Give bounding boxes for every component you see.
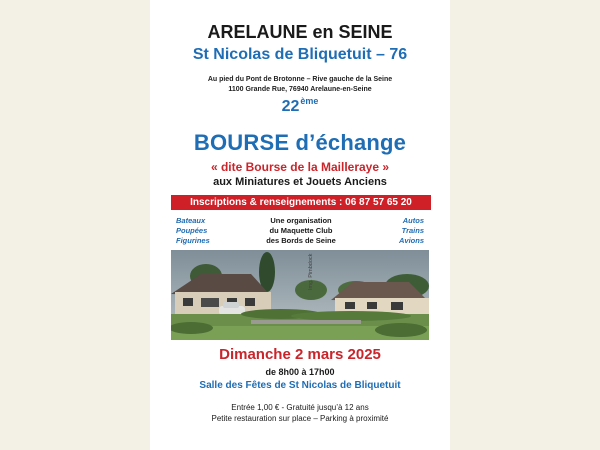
- category-item: Poupées: [176, 226, 208, 235]
- edition-suffix: ème: [300, 96, 319, 106]
- event-date: Dimanche 2 mars 2025: [219, 346, 381, 363]
- organizer-block: [245, 216, 357, 246]
- services-info: Petite restauration sur place – Parking à proximité: [211, 414, 389, 423]
- event-name: BOURSE d’échange: [193, 130, 407, 155]
- address-line-1: Au pied du Pont de Brotonne – Rive gauche de la Seine: [207, 76, 393, 83]
- entry-info: Entrée 1,00 € - Gratuité jusqu’à 12 ans: [231, 403, 369, 412]
- left-category-list: [176, 216, 210, 246]
- edition-number: [150, 96, 450, 116]
- right-category-list: [399, 216, 424, 246]
- event-venue: Salle des Fêtes de St Nicolas de Bliquetuit: [199, 380, 401, 391]
- category-item: Avions: [398, 236, 424, 245]
- edition-number-value: 22: [281, 98, 300, 115]
- category-item: Bateaux: [176, 216, 206, 225]
- event-theme: aux Miniatures et Jouets Anciens: [213, 176, 387, 188]
- event-poster: [150, 0, 450, 450]
- poster-title: ARELAUNE en SEINE: [207, 22, 393, 42]
- category-item: Autos: [402, 216, 424, 225]
- event-hours: de 8h00 à 17h00: [265, 367, 335, 377]
- event-alias: « dite Bourse de la Mailleraye »: [210, 160, 390, 174]
- venue-photo: [171, 250, 429, 340]
- organizer-line: du Maquette Club: [269, 226, 333, 235]
- organizer-line: Une organisation: [270, 216, 332, 225]
- category-item: Trains: [401, 226, 424, 235]
- contact-bar: Inscriptions & renseignements : 06 87 57 65 20: [171, 195, 431, 210]
- category-item: Figurines: [176, 236, 210, 245]
- photo-credit: Img. Pimbdock: [308, 253, 314, 290]
- organizer-line: des Bords de Seine: [266, 236, 336, 245]
- address-line-2: 1100 Grande Rue, 76940 Arelaune-en-Seine: [228, 86, 372, 93]
- poster-subtitle: St Nicolas de Bliquetuit – 76: [192, 46, 408, 63]
- venue-photo-illustration: [171, 250, 429, 340]
